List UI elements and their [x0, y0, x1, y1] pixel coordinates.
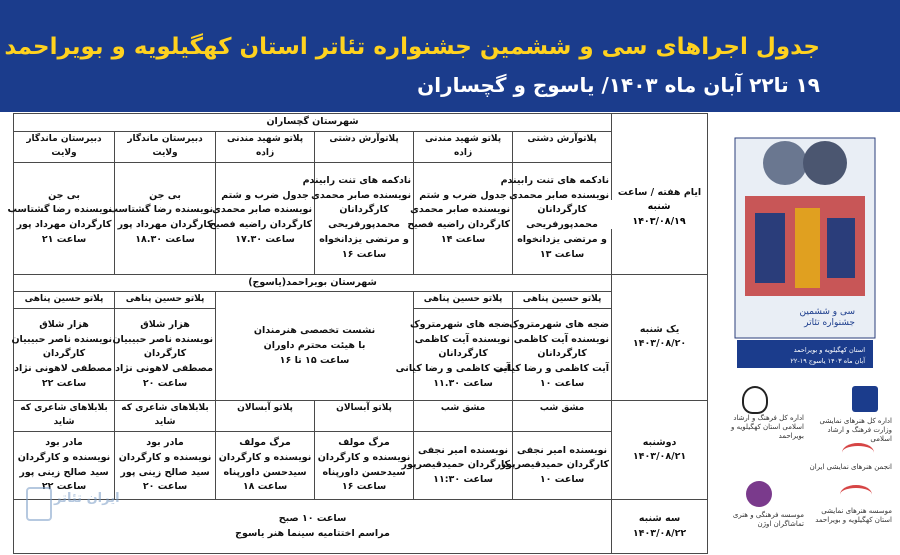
venue-cell: پلاتو شهید مندنی زاده — [414, 131, 513, 162]
show-cell: نویسنده امیر نجفی کارگردان حمیدقیصرپور ساعت ۱۰ — [513, 432, 612, 500]
venue-cell: پلاتو حسین پناهی — [14, 292, 115, 309]
show-cell: مادر بود نویسنده و کارگردان سید صالح زینی پور ساعت ۲۲ — [14, 432, 115, 500]
closing-ceremony-cell: ساعت ۱۰ صبح مراسم اختتامیه سینما هنر یاسوج — [14, 500, 612, 554]
poster-line: استان کهگیلویه و بویراحمد — [793, 346, 865, 354]
show-cell-meeting: نشست تخصصی هنرمندان با هیئت محترم داوران ساعت ۱۵ تا ۱۶ — [216, 292, 414, 401]
show-cell: جدول ضرب و شتم نویسنده صابر محمدی کارگردان راضیه فصیح ساعت ۱۷.۳۰ — [216, 162, 315, 274]
poster-line: سی و ششمین — [799, 307, 855, 317]
venue-cell: دبیرستان ماندگار ولایت — [115, 131, 216, 162]
watermark-icon — [26, 487, 52, 521]
city-yasuj: شهرستان بویراحمد(یاسوج) — [14, 274, 612, 292]
watermark-text: ایران تئاتر — [54, 491, 120, 506]
venue-cell: پلاتوآرش دشتی — [315, 131, 414, 162]
venue-cell: بلابلاهای شاعری که شاید — [115, 401, 216, 432]
show-cell: مرگ مولف نویسنده و کارگردان سیدحسن داورپناه ساعت ۱۶ — [315, 432, 414, 500]
org-label: موسسه هنرهای نمایشی استان کهگیلویه و بویراحمد — [815, 507, 892, 525]
venue-cell: پلاتو حسین پناهی — [513, 292, 612, 309]
show-cell: هزار شلاق نویسنده ناصر حبیبیان کارگردان مصطفی لاهونی نژاد ساعت ۲۲ — [14, 309, 115, 401]
drama-logo-icon — [842, 443, 874, 462]
venue-cell: پلاتو آبسالان — [315, 401, 414, 432]
watermark-logo — [20, 473, 130, 541]
page-title: جدول اجراهای سی و ششمین جشنواره تئاتر استان کهگیلویه و بویراحمد — [4, 34, 820, 60]
show-cell: هزار شلاق نویسنده ناصر حبیبیان کارگردان مصطفی لاهونی نژاد ساعت ۲۰ — [115, 309, 216, 401]
venue-cell: پلاتو حسین پناهی — [115, 292, 216, 309]
venue-cell: دبیرستان ماندگار ولایت — [14, 131, 115, 162]
emblem-icon — [742, 386, 768, 414]
poster-line: جشنواره تئاتر — [804, 318, 855, 328]
corner-cell: ایام هفته / ساعت — [612, 114, 708, 275]
show-cell: ضجه های شهرمتروک نویسنده آیت کاظمی کارگردانان آیت کاظمی و رضا کیانی ساعت ۱۰ — [513, 309, 612, 401]
poster-line: ۲۲-۱۹ آبان ماه ۱۴۰۳ یاسوج — [790, 357, 865, 365]
show-cell: نادکمه های تنت رابیندم نویسنده صابر محمدی کارگردانان محمدپورفریحی و مرتضی یزدانخواه ساعت ۱۶ — [315, 162, 414, 274]
venue-cell: مشق شب — [513, 401, 612, 432]
venue-cell: پلاتوآرش دشتی — [513, 131, 612, 162]
header-banner — [0, 0, 900, 112]
day-cell-tuesday: سه شنبه ۱۴۰۳/۰۸/۲۲ — [612, 500, 708, 554]
show-cell: مرگ مولف نویسنده و کارگردان سیدحسن داورپناه ساعت ۱۸ — [216, 432, 315, 500]
sidebar — [712, 113, 894, 553]
day-cell-sunday: یک شنبه ۱۴۰۳/۰۸/۲۰ — [612, 274, 708, 401]
culture-logo-icon — [852, 386, 878, 412]
venue-cell: پلاتو آبسالان — [216, 401, 315, 432]
day-cell-monday: دوشنبه ۱۴۰۳/۰۸/۲۱ — [612, 401, 708, 500]
show-cell: نویسنده امیر نجفی کارگردان حمیدقیصرپور ساعت ۱۱:۳۰ — [414, 432, 513, 500]
venue-cell: بلابلاهای شاعری که شاید — [14, 401, 115, 432]
page-subtitle: ۱۹ تا۲۲ آبان ماه ۱۴۰۳/ یاسوج و گچساران — [417, 73, 820, 97]
show-cell: ضجه های شهرمتروک نویسنده آیت کاظمی کارگردانان آیت کاظمی و رضا کیانی ساعت ۱۱.۳۰ — [414, 309, 513, 401]
festival-poster — [715, 118, 887, 376]
show-cell: جدول ضرب و شتم نویسنده صابر محمدی کارگردان راضیه فصیح ساعت ۱۴ — [414, 162, 513, 274]
show-cell: بی جن نویسنده رضا گشتاسب کارگردان مهرداد پور ساعت ۱۸.۳۰ — [115, 162, 216, 274]
org-label: اداره کل فرهنگ و ارشاد اسلامی استان کهگیلویه و بویراحمد — [731, 414, 804, 441]
sponsor-logos — [712, 381, 894, 551]
show-cell: بی جن نویسنده رضا گشتاسب کارگردان مهرداد پور ساعت ۲۱ — [14, 162, 115, 274]
province-drama-logo-icon — [840, 485, 872, 504]
venue-cell: مشق شب — [414, 401, 513, 432]
org-label: موسسه فرهنگی و هنری تماشاگران اوژن — [732, 511, 804, 529]
show-cell: مادر بود نویسنده و کارگردان سید صالح زینی پور ساعت ۲۰ — [115, 432, 216, 500]
org-label: اداره کل هنرهای نمایشی وزارت فرهنگ و ارشاد اسلامی — [819, 417, 892, 444]
venue-cell: پلاتو حسین پناهی — [414, 292, 513, 309]
venue-cell: پلاتو شهید مندنی زاده — [216, 131, 315, 162]
show-cell: نادکمه های تنت رابیندم نویسنده صابر محمدی کارگردانان محمدپورفریحی و مرتضی یزدانخواه ساعت ۱۳ — [513, 162, 612, 274]
city-gachsaran: شهرستان گچساران — [14, 114, 612, 132]
day-cell-saturday: شنبه ۱۴۰۳/۰۸/۱۹ — [611, 200, 707, 229]
institute-logo-icon — [746, 481, 772, 507]
org-label: انجمن هنرهای نمایشی ایران — [809, 463, 892, 471]
